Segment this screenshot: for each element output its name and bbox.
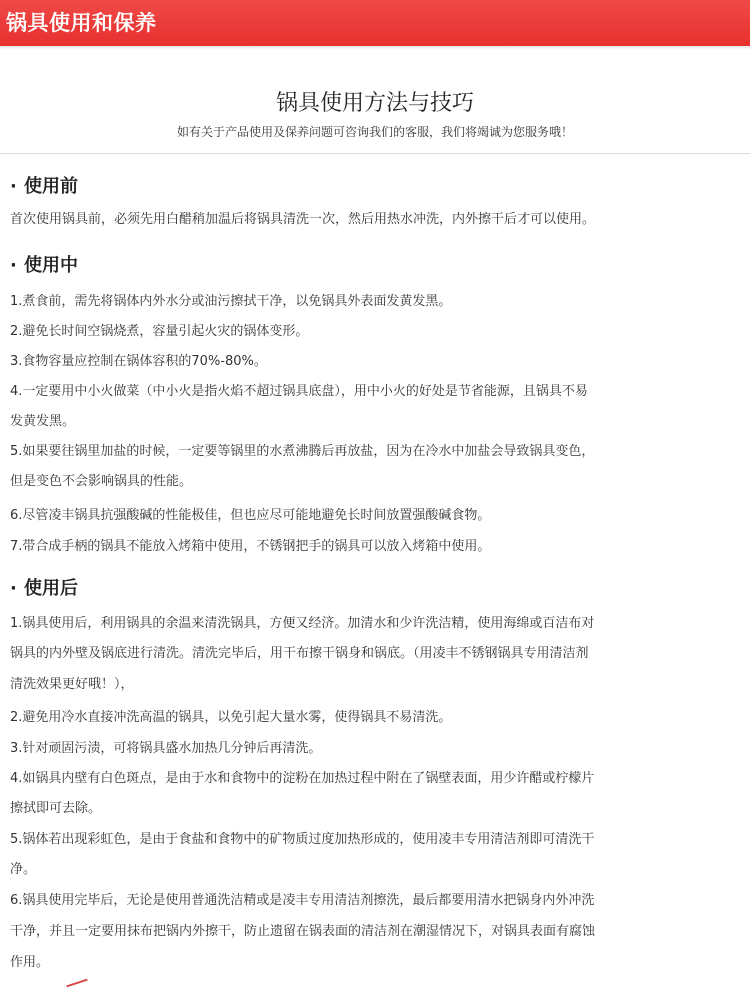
bullet-dot: · [10, 176, 17, 197]
list-item: 5.锅体若出现彩虹色，是由于食盐和食物中的矿物质过度加热形成的，使用凌丰专用清洁剂即可清洗干 [10, 832, 595, 847]
list-item: 2.避免长时间空锅烧煮，容量引起火灾的锅体变形。 [10, 324, 309, 339]
list-item: 1.煮食前，需先将锅体内外水分或油污擦拭干净，以免锅具外表面发黄发黑。 [10, 294, 452, 309]
paragraph-line: 首次使用锅具前，必须先用白醋稍加温后将锅具清洗一次，然后用热水冲洗，内外擦干后才可以使用。 [10, 212, 596, 227]
list-item-continued: 作用。 [10, 955, 50, 970]
list-item-continued: 净。 [10, 862, 37, 877]
list-item-continued: 但是变色不会影响锅具的性能。 [10, 474, 193, 489]
list-item: 4.如锅具内壁有白色斑点，是由于水和食物中的淀粉在加热过程中附在了锅壁表面，用少许醋或柠檬片 [10, 771, 595, 786]
list-item-continued: 发黄发黑。 [10, 414, 76, 429]
decorative-mark [66, 979, 88, 988]
list-item-continued: 清洗效果更好哦！）， [10, 677, 134, 692]
title-divider [0, 153, 750, 154]
list-item: 6.锅具使用完毕后，无论是使用普通洗洁精或是凌丰专用清洁剂擦洗，最后都要用清水把锅身内外冲洗 [10, 893, 595, 908]
list-item: 2.避免用冷水直接冲洗高温的锅具，以免引起大量水雾，使得锅具不易清洗。 [10, 710, 452, 725]
section-heading-during-use [10, 251, 78, 277]
list-item: 4.一定要用中小火做菜（中小火是指火焰不超过锅具底盘），用中小火的好处是节省能源，且锅具不易 [10, 384, 588, 399]
bullet-dot: · [10, 255, 17, 276]
list-item: 3.食物容量应控制在锅体容积的70%-80%。 [10, 354, 267, 369]
list-item: 6.尽管凌丰锅具抗强酸碱的性能极佳，但也应尽可能地避免长时间放置强酸碱食物。 [10, 508, 491, 523]
list-item-continued: 干净，并且一定要用抹布把锅内外擦干，防止遗留在锅表面的清洁剂在潮湿情况下，对锅具表面有腐蚀 [10, 924, 596, 939]
list-item: 5.如果要往锅里加盐的时候，一定要等锅里的水煮沸腾后再放盐，因为在冷水中加盐会导致锅具变色， [10, 444, 595, 459]
header-banner [0, 0, 750, 46]
section-heading-text: 使用后 [24, 578, 78, 599]
bullet-dot: · [10, 578, 17, 599]
list-item: 3.针对顽固污渍，可将锅具盛水加热几分钟后再清洗。 [10, 741, 322, 756]
section-heading-text: 使用中 [24, 255, 78, 276]
banner-title: 锅具使用和保养 [6, 11, 157, 35]
section-heading-after-use [10, 574, 78, 600]
list-item: 7.带合成手柄的锅具不能放入烤箱中使用，不锈钢把手的锅具可以放入烤箱中使用。 [10, 539, 491, 554]
page-subtitle: 如有关于产品使用及保养问题可咨询我们的客服，我们将竭诚为您服务哦！ [176, 125, 573, 139]
list-item-continued: 锅具的内外壁及锅底进行清洗。清洗完毕后，用干布擦干锅身和锅底。（用凌丰不锈钢锅具专用清洁剂 [10, 646, 589, 661]
banner-shadow [0, 46, 750, 50]
page-title: 锅具使用方法与技巧 [275, 91, 474, 116]
list-item: 1.锅具使用后，利用锅具的余温来清洗锅具，方便又经济。加清水和少许洗洁精，使用海绵或百洁布对 [10, 616, 595, 631]
section-heading-text: 使用前 [24, 176, 78, 197]
list-item-continued: 擦拭即可去除。 [10, 801, 102, 816]
section-heading-before-use [10, 172, 78, 198]
